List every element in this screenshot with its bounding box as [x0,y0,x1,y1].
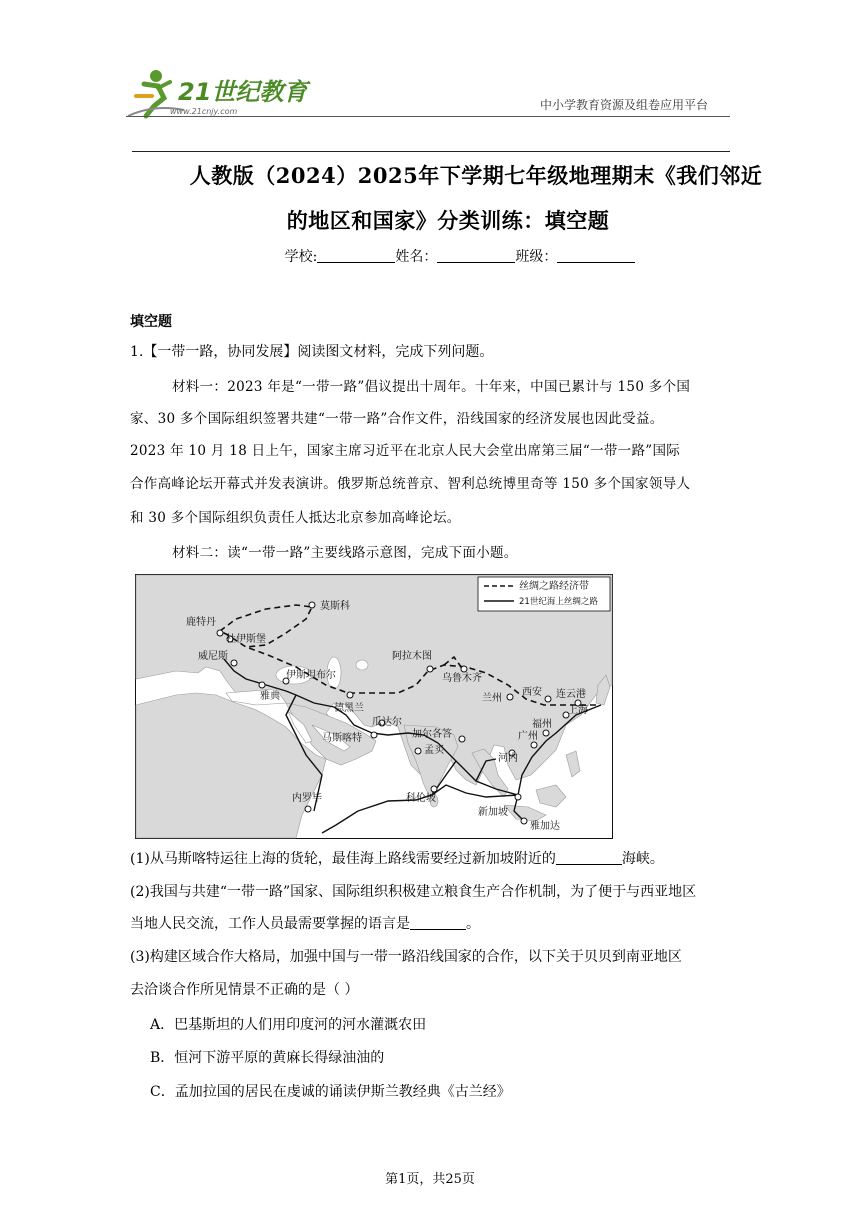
city-label-urumqi: 乌鲁木齐 [442,673,482,684]
name-blank[interactable] [437,248,515,263]
city-marker-lanzhou [507,694,513,700]
city-marker-rotterdam [217,630,223,636]
map-legend [478,577,610,611]
city-label-guangzhou: 广州 [518,731,538,742]
school-blank[interactable] [317,248,395,263]
answer-blank-1[interactable] [556,850,622,865]
city-label-tehran: 德黑兰 [334,703,364,714]
city-label-hanoi: 河内 [498,753,518,764]
city-label-venice: 威尼斯 [198,651,228,662]
option-a[interactable]: A．巴基斯坦的人们用印度河的河水灌溉农田 [150,1017,427,1033]
page-number: 第1页，共25页 [385,1172,475,1187]
sub-question-1-text-b: 海峡。 [621,851,664,867]
material1-line2: 家、30 多个国际组织签署共建“一带一路”合作文件，沿线国家的经济发展也因此受益。 [130,411,664,427]
city-label-duisburg: 杜伊斯堡 [226,634,266,645]
city-label-rotterdam: 鹿特丹 [186,617,216,628]
option-c[interactable]: C．孟加拉国的居民在虔诚的诵读伊斯兰教经典《古兰经》 [150,1084,511,1100]
name-label: 姓名： [395,249,438,265]
city-marker-venice [231,660,237,666]
city-marker-colombo [431,786,437,792]
city-label-athens: 雅典 [260,691,280,702]
student-info-line [0,246,860,266]
header-rule [126,116,730,117]
city-marker-muscat [371,732,377,738]
option-b[interactable]: B．恒河下游平原的黄麻长得绿油油的 [150,1050,385,1066]
city-marker-moscow [309,602,315,608]
city-marker-tehran [347,692,353,698]
material1-line4: 合作高峰论坛开幕式并发表演讲。俄罗斯总统普京、智利总统博里奇等 150 多个国家领导人 [130,476,691,492]
city-marker-urumqi [461,666,467,672]
legend-maritime-road: 21世纪海上丝绸之路 [519,597,598,607]
city-label-singapore: 新加坡 [478,807,508,818]
sub-question-1-text-a: (1)从马斯喀特运往上海的货轮，最佳海上路线需要经过新加坡附近的 [130,851,556,867]
class-label: 班级： [515,249,558,265]
city-label-moscow: 莫斯科 [320,601,350,612]
city-marker-fuzhou [543,730,549,736]
logo-url: www.21cnjy.com [170,107,238,116]
class-blank[interactable] [557,248,635,263]
document-title-line1: 人教版（2024）2025年下学期七年级地理期末《我们邻近 [189,163,763,188]
sub-question-2-line1: (2)我国与共建“一带一路”国家、国际组织积极建立粮食生产合作机制，为了便于与西亚地区 [130,884,697,900]
city-label-gwadar: 瓜达尔 [372,717,402,728]
city-marker-almaty [427,666,433,672]
material2-text: 材料二：读“一带一路”主要线路示意图，完成下面小题。 [172,545,518,561]
title-rule [132,151,730,152]
city-marker-mumbai [415,748,421,754]
city-label-jakarta: 雅加达 [530,821,560,832]
city-marker-singapore [515,794,521,800]
material1-line5: 和 30 多个国际组织负责任人抵达北京参加高峰论坛。 [130,510,461,526]
city-label-shanghai: 上海 [568,705,588,716]
section-heading: 填空题 [130,314,172,330]
material1-line3: 2023 年 10 月 18 日上午，国家主席习近平在北京人民大会堂出席第三届“一带一路”国际 [130,443,681,459]
school-label: 学校: [284,249,318,265]
sub-question-1 [130,849,750,869]
city-marker-xian [545,696,551,702]
logo-text: 21世纪教育 [178,78,308,106]
city-label-nairobi: 内罗毕 [292,793,322,804]
city-marker-jakarta [521,818,527,824]
city-marker-kolkata [459,736,465,742]
city-marker-nairobi [305,806,311,812]
material1-line1: 材料一：2023 年是“一带一路”倡议提出十周年。十年来，中国已累计与 150 多个国 [172,379,691,395]
document-title-line2: 的地区和国家》分类训练：填空题 [286,208,610,233]
sub-question-3-line1: (3)构建区域合作大格局，加强中国与一带一路沿线国家的合作，以下关于贝贝到南亚地区 [130,949,682,965]
answer-blank-2[interactable] [410,915,466,930]
city-label-kolkata: 加尔各答 [412,729,452,740]
city-label-lianyungang: 连云港 [556,689,586,700]
site-logo [124,66,308,122]
belt-and-road-map [135,574,613,839]
question-intro: 1.【一带一路，协同发展】阅读图文材料，完成下列问题。 [130,344,494,360]
city-label-fuzhou: 福州 [532,719,552,730]
city-label-mumbai: 孟买 [424,745,444,756]
city-label-lanzhou: 兰州 [482,693,502,704]
sub-question-2-text-b: 。 [466,916,480,932]
city-label-colombo: 科伦坡 [406,793,436,804]
platform-name: 中小学教育资源及组卷应用平台 [540,98,709,112]
city-marker-guangzhou [531,742,537,748]
city-label-xian: 西安 [522,687,542,698]
city-label-muscat: 马斯喀特 [322,733,362,744]
legend-silk-road-belt: 丝绸之路经济带 [519,581,589,592]
city-marker-athens [259,682,265,688]
city-label-istanbul: 伊斯坦布尔 [286,670,336,681]
sub-question-2-text-a: 当地人民交流，工作人员最需要掌握的语言是 [130,916,410,932]
sub-question-3-line2: 去洽谈合作所见情景不正确的是（ ） [130,982,359,998]
city-label-almaty: 阿拉木图 [392,651,432,662]
sub-question-2-line2 [130,914,750,934]
